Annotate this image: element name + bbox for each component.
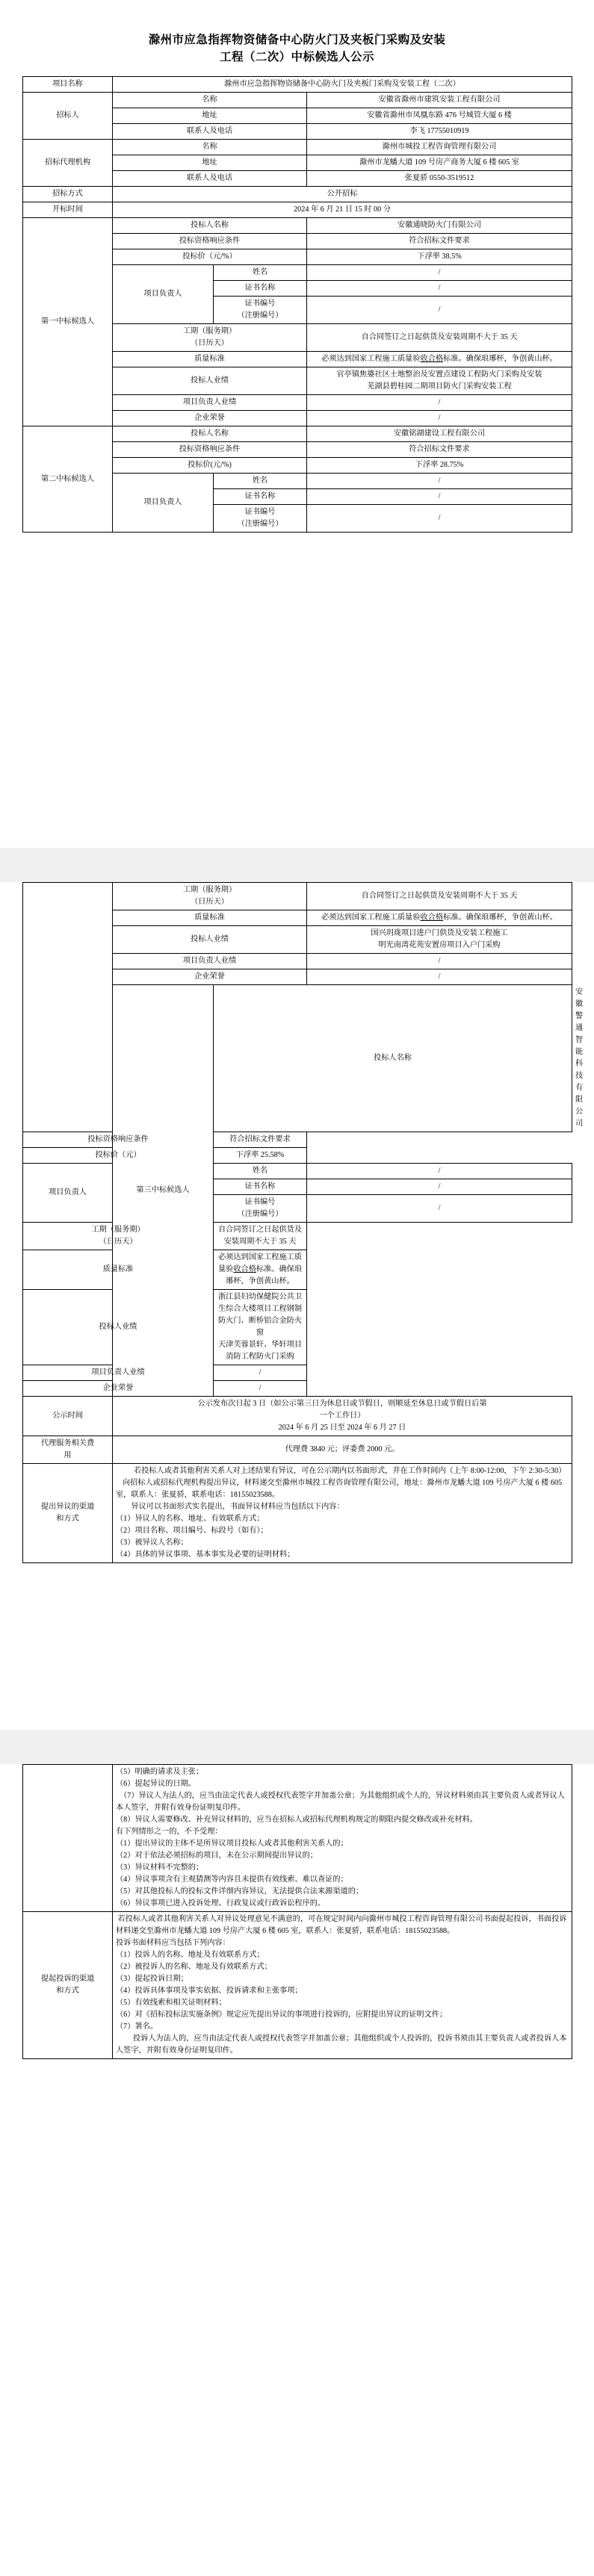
objection-item-5: （5）明确的请求及主张； (116, 1768, 204, 1776)
objection-item-3: （3）被异议人名称； (116, 1539, 188, 1547)
candidate-2-duration-label (113, 883, 307, 910)
objection-reject-item-5: （5）对其他投标人的投标文件详细内容异议，无法提供合法来源渠道的； (116, 1887, 364, 1896)
candidate-1-duration-label-line1: 工期（服务期） (182, 327, 237, 335)
candidate-1-quality-pre: 必须达到国家工程施工质量验 (321, 355, 421, 363)
table-row-agency-name (23, 140, 572, 155)
objection-item-1: （1）异议人的名称、地址、有效联系方式； (116, 1515, 264, 1523)
page-title-line-2: 工程（二次）中标候选人公示 (220, 51, 374, 63)
candidate-3-bidder-name-label: 投标人名称 (214, 985, 572, 1132)
notice-period-label: 公示时间 (23, 1397, 113, 1436)
candidate-3-manager-performance-value: / (214, 1365, 307, 1381)
candidate-1-performance-value (307, 367, 572, 395)
agency-fee-label-line1: 代理服务相关费 (40, 1439, 95, 1447)
agency-name-label: 名称 (113, 140, 307, 155)
objection-reject-item-6: （6）异议事项已进入投诉处理、行政复议或行政诉讼程序的。 (116, 1899, 326, 1908)
tender-method-value: 公开招标 (113, 187, 572, 202)
tenderee-contact-label: 联系人及电话 (113, 124, 307, 140)
tenderee-contact-value: 李飞 17755010919 (307, 124, 572, 140)
table-row-candidate3-price (23, 1148, 572, 1164)
candidate-3-person-name-label: 姓名 (214, 1164, 307, 1179)
tenderee-name-label: 名称 (113, 93, 307, 108)
candidate-1-cert-name-value: / (307, 281, 572, 297)
candidate-3-performance-item-1: 浙江县妇幼保健院公共卫生综合大楼项目工程钢制防火门、断桥铝合金防火窗 (217, 1293, 303, 1337)
candidate-3-honor-value: / (214, 1381, 307, 1397)
candidate-2-rank-label-cont (23, 883, 113, 1132)
table-row-tenderee-name (23, 93, 572, 108)
candidate-3-person-name-value: / (307, 1164, 572, 1179)
objection-label-cont (23, 1765, 113, 1912)
objection-reject-intro: 有下列情形之一的，不予受理： (116, 1828, 223, 1836)
complaint-item-5: （5）有效线索和相关证明材料； (116, 1999, 226, 2007)
tenderee-label: 招标人 (23, 93, 113, 140)
candidate-1-quality-label: 质量标准 (113, 352, 307, 367)
agency-contact-label: 联系人及电话 (113, 171, 307, 187)
candidate-2-honor-label: 企业荣誉 (113, 969, 307, 985)
complaint-label-line1: 提起投诉的渠道 (40, 1975, 95, 1983)
candidate-2-duration-value: 自合同签订之日起供货及安装周期不大于 35 天 (307, 883, 572, 910)
candidate-1-bid-price-label: 投标价（元/%） (113, 249, 307, 265)
candidate-2-manager-performance-value: / (307, 954, 572, 969)
candidate-1-project-manager-label: 项目负责人 (113, 265, 214, 324)
candidate-1-cert-no-label-line2: （注册编号） (237, 311, 283, 320)
table-row-candidate1-name (23, 218, 572, 234)
candidate-2-performance-item-1: 国兴玥珑项目进户门供货及安装工程施工 (371, 929, 508, 937)
bid-open-time-value: 2024 年 6 月 21 日 15 时 00 分 (113, 202, 572, 218)
candidate-3-duration-value: 自合同签订之日起供货及安装周期不大于 35 天 (214, 1223, 307, 1250)
table-row-candidate3-qualification (23, 1132, 572, 1148)
candidate-3-cert-no-label-line1: 证书编号 (244, 1198, 276, 1206)
objection-item-7: （7）异议人为法人的，应当由法定代表人或授权代表签字并加盖公章；为其他组织或个人的，异议材料须由其主要负责人或者异议人本人签字，并附有效身份证明复印件。 (116, 1792, 565, 1812)
bid-candidate-table-part-1 (22, 76, 572, 533)
complaint-paragraph-3: 投诉人为法人的，应当由法定代表人或授权代表签字并加盖公章；其他组织或个人投诉的，投诉书须由其主要负责人或者投诉人本人签字，并附有效身份证明复印件。 (116, 2035, 567, 2055)
candidate-1-cert-no-label-line1: 证书编号 (244, 300, 276, 308)
candidate-3-duration-label-line2: （日历天） (99, 1238, 137, 1246)
candidate-3-performance-label: 投标人业绩 (23, 1290, 214, 1365)
table-row-bid-open-time (23, 202, 572, 218)
tenderee-address-label: 地址 (113, 108, 307, 124)
notice-period-line-3: 2024 年 6 月 25 日至 2024 年 6 月 27 日 (278, 1424, 406, 1432)
candidate-2-performance-label: 投标人业绩 (113, 926, 307, 954)
candidate-1-duration-label (113, 324, 307, 352)
candidate-3-rank-label: 第三中标候选人 (113, 985, 214, 1397)
table-row-objection-part-1 (23, 1464, 572, 1563)
objection-item-8: （8）异议人需要修改、补充异议材料的，应当在招标人或招标代理机构规定的期限内提交修改或补充材料。 (116, 1816, 477, 1824)
candidate-2-quality-pre: 必须达到国家工程施工质量验 (321, 913, 421, 922)
complaint-item-6: （6）对《招标投标法实施条例》规定应先提出异议的事项进行投诉的，应附提出异议的证明文件； (116, 2011, 448, 2019)
candidate-3-cert-no-value: / (307, 1195, 572, 1223)
tenderee-name-value: 安徽省滁州市建筑安装工程有限公司 (307, 93, 572, 108)
candidate-2-person-name-label: 姓名 (214, 474, 307, 489)
table-row-candidate3-name: 第三中标候选人 投标人名称 安徽警通智能科技有限公司 (23, 985, 572, 1132)
candidate-3-quality-underlined: 收合格 (233, 1265, 256, 1273)
candidate-2-duration-label-line2: （日历天） (191, 898, 229, 906)
candidate-2-project-manager-label: 项目负责人 (113, 474, 214, 533)
candidate-1-performance-item-1: 官亭镇焦婆社区土地整治及安置点建设工程防火门采购及安装 (336, 370, 542, 379)
table-row-candidate3-performance (23, 1290, 572, 1365)
candidate-3-performance-item-2: 天津芙蓉景轩、华轩项目消防工程防火门采购 (217, 1341, 303, 1361)
objection-label-line2: 和方式 (56, 1515, 79, 1523)
objection-item-4: （4）具体的异议事项、基本事实及必要的证明材料； (116, 1551, 295, 1559)
table-row-candidate3-duration (23, 1223, 572, 1250)
candidate-2-performance-item-2: 明光南湾花苑安置房项目入户门采购 (378, 941, 501, 949)
objection-label (23, 1464, 113, 1563)
candidate-3-qualification-value: 符合招标文件要求 (214, 1132, 307, 1148)
tender-method-label: 招标方式 (23, 187, 113, 202)
table-row-notice-period (23, 1397, 572, 1436)
objection-reject-item-4: （4）异议事项含有主观猜测等内容且未提供有效线索、难以查证的； (116, 1875, 348, 1884)
candidate-2-duration-label-line1: 工期（服务期） (182, 886, 237, 894)
agency-fee-label (23, 1436, 113, 1464)
candidate-1-person-name-value: / (307, 265, 572, 281)
candidate-1-bid-price-value: 下浮率 38.5% (307, 249, 572, 265)
candidate-3-bid-price-value: 下浮率 25.58% (214, 1148, 307, 1164)
candidate-2-cert-name-label: 证书名称 (214, 489, 307, 505)
table-row-complaint (23, 1912, 572, 2059)
candidate-2-quality-value (307, 910, 572, 926)
candidate-2-cert-name-value: / (307, 489, 572, 505)
candidate-3-quality-pre: 必须达到国家工程施工质量验 (217, 1253, 303, 1273)
notice-period-line-2: 一个工作日） (319, 1412, 365, 1420)
candidate-1-cert-no-label (214, 297, 307, 324)
complaint-label-line2: 和方式 (56, 1987, 79, 1995)
candidate-3-duration-label (23, 1223, 214, 1250)
candidate-1-duration-label-line2: （日历天） (191, 339, 229, 347)
objection-paragraph-2: 异议可以书面形式实名提出，书面异议材料应当包括以下内容： (131, 1503, 344, 1511)
candidate-2-cert-no-label (214, 505, 307, 533)
candidate-2-qualification-value: 符合招标文件要求 (307, 442, 572, 458)
candidate-3-duration-label-line1: 工期（服务期） (91, 1226, 145, 1234)
objection-reject-item-2: （2）对于依法必须招标的项目，未在公示期间提出异议的； (116, 1852, 318, 1860)
candidate-1-bidder-name-value: 安徽通晓防火门有限公司 (307, 218, 572, 234)
agency-label: 招标代理机构 (23, 140, 113, 187)
complaint-paragraph-2: 投诉书面材料应当包括下列内容： (116, 1939, 230, 1947)
candidate-3-qualification-label: 投标资格响应条件 (23, 1132, 214, 1148)
candidate-1-cert-no-value: / (307, 297, 572, 324)
candidate-2-person-name-value: / (307, 474, 572, 489)
agency-address-label: 地址 (113, 155, 307, 171)
candidate-3-cert-name-label: 证书名称 (214, 1179, 307, 1195)
objection-reject-item-3: （3）异议材料不完整的； (116, 1863, 204, 1872)
candidate-2-bid-price-label: 投标价(元/%) (113, 458, 307, 474)
objection-item-6: （6）提起异议的日期。 (116, 1780, 196, 1788)
document-page-3 (0, 1764, 594, 2576)
candidate-1-quality-value (307, 352, 572, 367)
candidate-3-project-manager-label: 项目负责人 (23, 1164, 113, 1223)
candidate-2-quality-underlined: 收合格 (420, 913, 444, 922)
table-row-candidate3-manager-name (23, 1164, 572, 1179)
agency-fee-label-line2: 用 (64, 1451, 72, 1459)
objection-body-part-1 (113, 1464, 572, 1563)
table-row-objection-part-2 (23, 1765, 572, 1912)
candidate-1-quality-underlined: 收合格 (420, 355, 444, 363)
complaint-item-7: （7）署名。 (116, 2023, 158, 2031)
candidate-2-honor-value: / (307, 969, 572, 985)
objection-item-2: （2）项目名称、项目编号、标段号（如有）； (116, 1527, 268, 1535)
document-page-2 (0, 882, 594, 1730)
candidate-3-cert-no-label (214, 1195, 307, 1223)
candidate-1-cert-name-label: 证书名称 (214, 281, 307, 297)
candidate-3-quality-value (214, 1250, 307, 1290)
candidate-1-manager-performance-label: 项目负责人业绩 (113, 395, 307, 411)
candidate-1-qualification-value: 符合招标文件要求 (307, 234, 572, 249)
candidate-1-rank-label: 第一中标候选人 (23, 218, 113, 426)
project-name-label: 项目名称 (23, 77, 113, 93)
candidate-3-honor-label: 企业荣誉 (23, 1381, 214, 1397)
document-page-1 (0, 0, 594, 848)
table-row-candidate3-manager-perf (23, 1365, 572, 1381)
complaint-paragraph-1: 若投标人或者其他利害关系人对异议处理意见不满意的，可在规定时间内向滁州市城投工程咨询管理有限公司书面提起投诉，书面投诉材料递交至滁州市龙蟠大道 109 号房产大厦 6 楼 605 室，联系人：张夏骄，联系电话：18155023588。 (116, 1915, 567, 1935)
table-row-candidate3-quality (23, 1250, 572, 1290)
objection-reject-item-1: （1）提出异议的主体不是所异议项目投标人或者其他利害关系人的； (116, 1840, 348, 1848)
candidate-1-honor-label: 企业荣誉 (113, 411, 307, 426)
notice-period-line-1: 公示发布次日起 3 日（如公示第三日为休息日或节假日，则顺延至休息日或节假日后第 (197, 1400, 487, 1408)
candidate-2-bidder-name-value: 安徽铭湖建设工程有限公司 (307, 426, 572, 442)
agency-address-value: 滁州市龙蟠大道 109 号房产商务大厦 6 楼 605 室 (307, 155, 572, 171)
candidate-1-bidder-name-label: 投标人名称 (113, 218, 307, 234)
candidate-2-manager-performance-label: 项目负责人业绩 (113, 954, 307, 969)
agency-fee-value: 代理费 3840 元；评委费 2000 元。 (113, 1436, 572, 1464)
table-row-candidate2-name (23, 426, 572, 442)
candidate-3-performance-value (214, 1290, 307, 1365)
candidate-1-duration-value: 自合同签订之日起供货及安装周期不大于 35 天 (307, 324, 572, 352)
candidate-2-performance-value (307, 926, 572, 954)
page-gap-1 (0, 848, 594, 861)
candidate-1-qualification-label: 投标资格响应条件 (113, 234, 307, 249)
complaint-item-2: （2）被投诉人的名称、地址及有效联系方式； (116, 1963, 272, 1971)
complaint-body (113, 1912, 572, 2059)
complaint-item-3: （3）提起投诉日期； (116, 1975, 188, 1983)
candidate-3-manager-performance-label: 项目负责人业绩 (23, 1365, 214, 1381)
candidate-2-cert-no-label-line1: 证书编号 (244, 508, 276, 516)
candidate-2-cert-no-label-line2: （注册编号） (237, 520, 283, 528)
candidate-1-honor-value: / (307, 411, 572, 426)
candidate-1-performance-label: 投标人业绩 (113, 367, 307, 395)
candidate-2-bidder-name-label: 投标人名称 (113, 426, 307, 442)
candidate-3-bid-price-label: 投标价（元） (23, 1148, 214, 1164)
candidate-2-bid-price-value: 下浮率 28.75% (307, 458, 572, 474)
complaint-item-1: （1）投诉人的名称、地址及有效联系方式； (116, 1951, 264, 1959)
candidate-1-performance-item-2: 芜湖县碧桂园二期项目防火门采购安装工程 (367, 382, 512, 391)
objection-body-part-2 (113, 1765, 572, 1912)
candidate-2-qualification-label: 投标资格响应条件 (113, 442, 307, 458)
notice-period-value (113, 1397, 572, 1436)
table-row-candidate2-duration (23, 883, 572, 910)
candidate-2-cert-no-value: / (307, 505, 572, 533)
candidate-2-quality-label: 质量标准 (113, 910, 307, 926)
candidate-2-quality-post: 标准。确保琅琊杯，争创黄山杯。 (443, 913, 557, 922)
bid-candidate-table-part-3 (22, 1764, 572, 2059)
objection-label-line1: 提出异议的渠道 (40, 1503, 95, 1511)
complaint-item-4: （4）投诉具体事项及事实依据、投诉请求和主张事项； (116, 1987, 303, 1995)
candidate-2-rank-label: 第二中标候选人 (23, 426, 113, 533)
table-row-candidate3-honor (23, 1381, 572, 1397)
complaint-label (23, 1912, 113, 2059)
candidate-1-person-name-label: 姓名 (214, 265, 307, 281)
objection-paragraph-1: 若投标人或者其他利害关系人对上述结果有异议，可在公示期内以书面形式，并在工作时间内（上午 8:00-12:00，下午 2:30-5:30）向招标人或招标代理机构提出异议，材料递交至滁州市城投工程咨询管理有限公司，地址：滁州市龙蟠大道 109 号房产大厦 6 楼 605 室，联系人：张夏骄，联系电话：18155023588。 (116, 1467, 566, 1499)
page-title (22, 0, 572, 66)
table-row-project-name (23, 77, 572, 93)
bid-open-time-label: 开标时间 (23, 202, 113, 218)
candidate-3-cert-name-value: / (307, 1179, 572, 1195)
candidate-3-cert-no-label-line2: （注册编号） (237, 1210, 283, 1218)
page-title-line-1: 滁州市应急指挥物资储备中心防火门及夹板门采购及安装 (148, 34, 446, 46)
page-gap-2 (0, 1730, 594, 1743)
candidate-1-manager-performance-value: / (307, 395, 572, 411)
table-row-agency-fee (23, 1436, 572, 1464)
candidate-3-quality-post: 标准。确保琅琊杯，争创黄山杯。 (226, 1265, 303, 1285)
candidate-1-quality-post: 标准。确保琅琊杯，争创黄山杯。 (443, 355, 557, 363)
agency-contact-value: 张夏骄 0550-3519512 (307, 171, 572, 187)
candidate-3-quality-label: 质量标准 (23, 1250, 214, 1290)
bid-candidate-table-part-2 (22, 882, 584, 1563)
tenderee-address-value: 安徽省滁州市凤凰东路 476 号城管大厦 6 楼 (307, 108, 572, 124)
table-row-tender-method (23, 187, 572, 202)
agency-name-value: 滁州市城投工程咨询管理有限公司 (307, 140, 572, 155)
project-name-value: 滁州市应急指挥物资储备中心防火门及夹板门采购及安装工程（二次） (113, 77, 572, 93)
